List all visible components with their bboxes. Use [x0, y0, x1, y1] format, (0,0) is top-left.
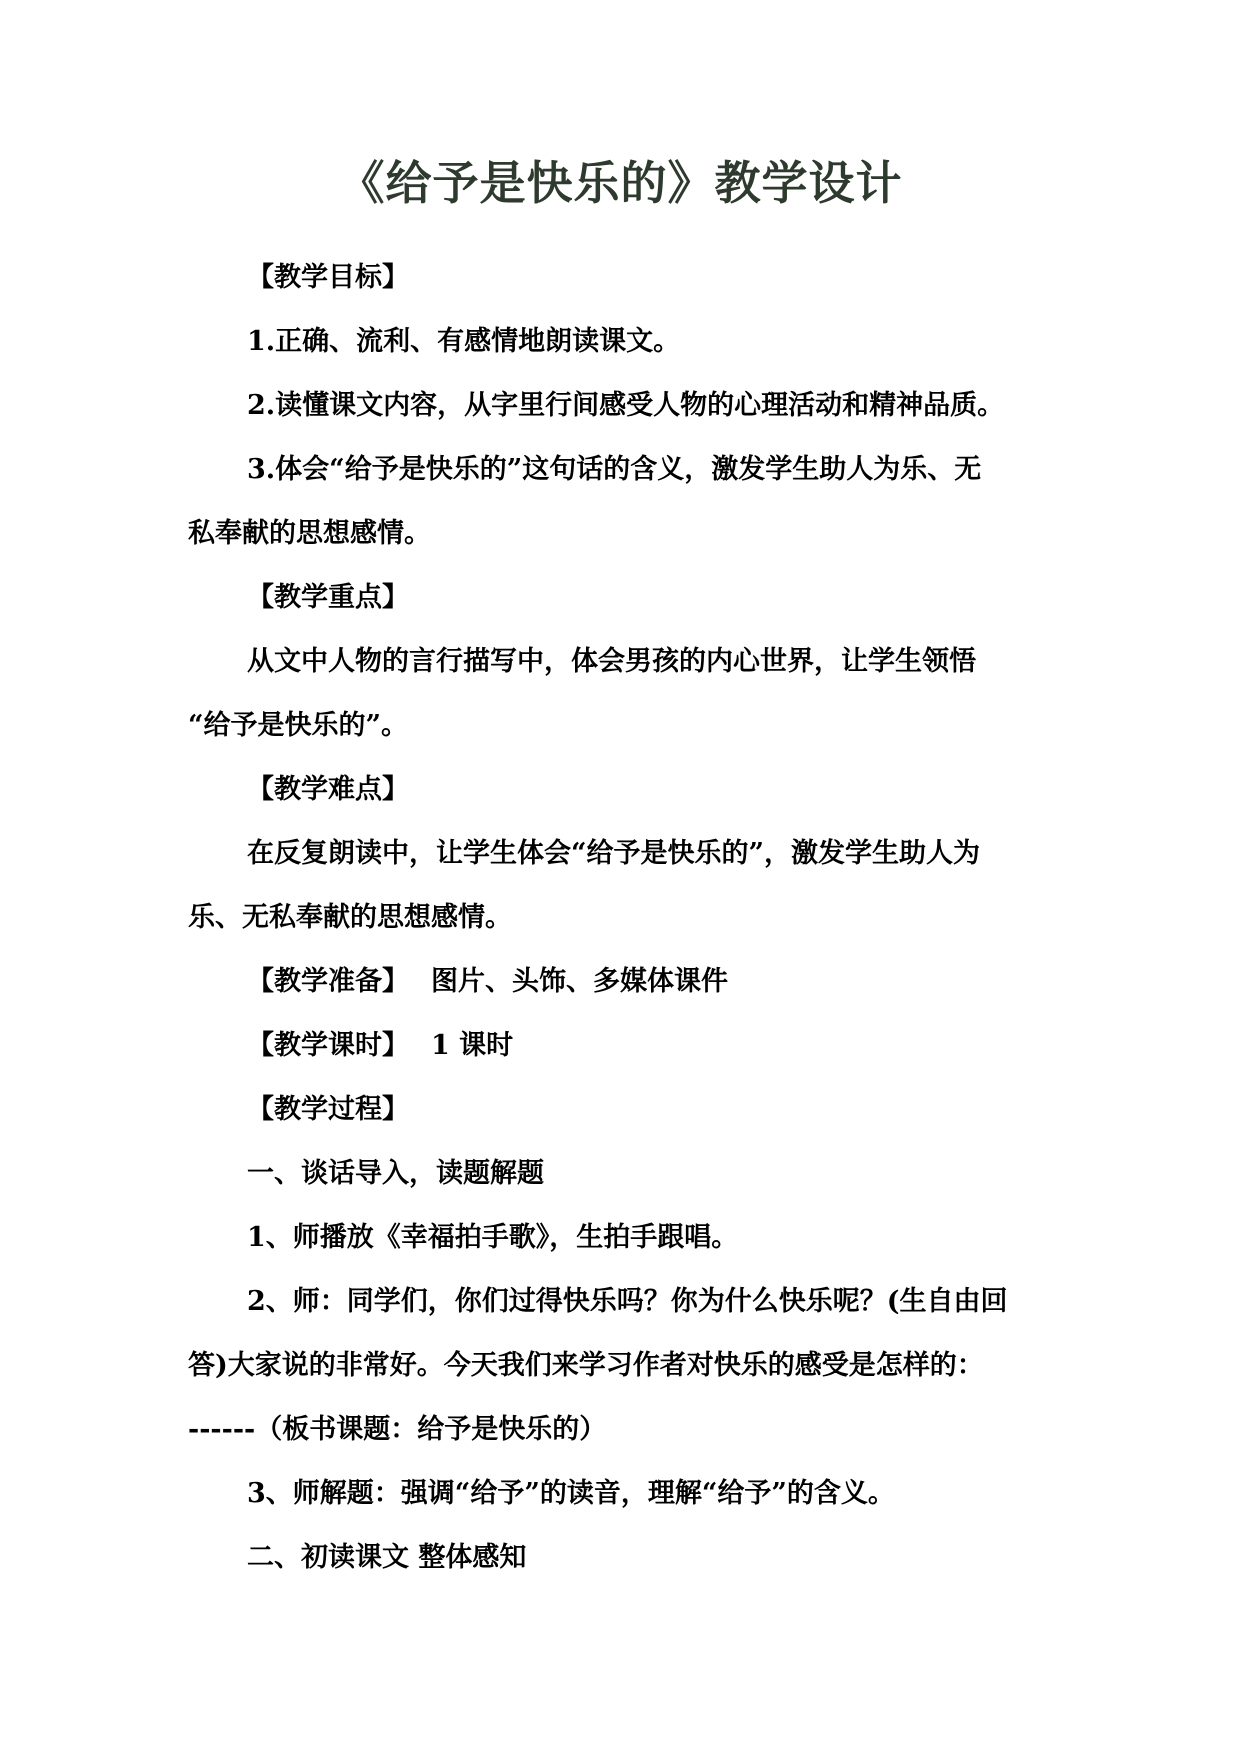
difficulties-line-2: 乐、无私奉献的思想感情。 — [188, 902, 512, 933]
section-heading-class-hours: 【教学课时】 — [247, 1030, 409, 1061]
document-title: 《给予是快乐的》教学设计 — [338, 156, 903, 210]
objective-3-line-1: 3.体会“给予是快乐的”这句话的含义，激发学生助人为乐、无 — [247, 454, 982, 485]
section-heading-preparation: 【教学准备】 — [247, 966, 409, 997]
preparation-items: 图片、头饰、多媒体课件 — [431, 966, 728, 997]
process-step-2-line-1: 2、师：同学们，你们过得快乐吗？你为什么快乐呢？(生自由回 — [247, 1286, 1008, 1317]
section-heading-process: 【教学过程】 — [247, 1094, 409, 1125]
section-heading-difficulties: 【教学难点】 — [247, 774, 409, 805]
process-part-1-heading: 一、谈话导入，读题解题 — [247, 1158, 544, 1189]
objective-1: 1.正确、流利、有感情地朗读课文。 — [247, 326, 681, 357]
key-points-line-1: 从文中人物的言行描写中，体会男孩的内心世界，让学生领悟 — [247, 646, 976, 677]
objective-2: 2.读懂课文内容，从字里行间感受人物的心理活动和精神品质。 — [247, 390, 1005, 421]
process-part-2-heading: 二、初读课文 整体感知 — [247, 1542, 527, 1573]
section-heading-objectives: 【教学目标】 — [247, 262, 409, 293]
process-step-1: 1、师播放《幸福拍手歌》，生拍手跟唱。 — [247, 1222, 739, 1253]
difficulties-line-1: 在反复朗读中，让学生体会“给予是快乐的”，激发学生助人为 — [247, 838, 981, 869]
process-step-2-line-2: 答)大家说的非常好。今天我们来学习作者对快乐的感受是怎样的： — [188, 1350, 984, 1381]
process-step-3: 3、师解题：强调“给予”的读音，理解“给予”的含义。 — [247, 1478, 895, 1509]
section-heading-key-points: 【教学重点】 — [247, 582, 409, 613]
objective-3-line-2: 私奉献的思想感情。 — [188, 518, 431, 549]
process-step-2-line-3: ------（板书课题：给予是快乐的） — [188, 1414, 607, 1445]
class-hours-line — [0, 1026, 1241, 1066]
key-points-line-2: “给予是快乐的”。 — [188, 710, 409, 741]
preparation-line — [0, 962, 1241, 1002]
class-hours-value: 1 课时 — [431, 1030, 514, 1061]
